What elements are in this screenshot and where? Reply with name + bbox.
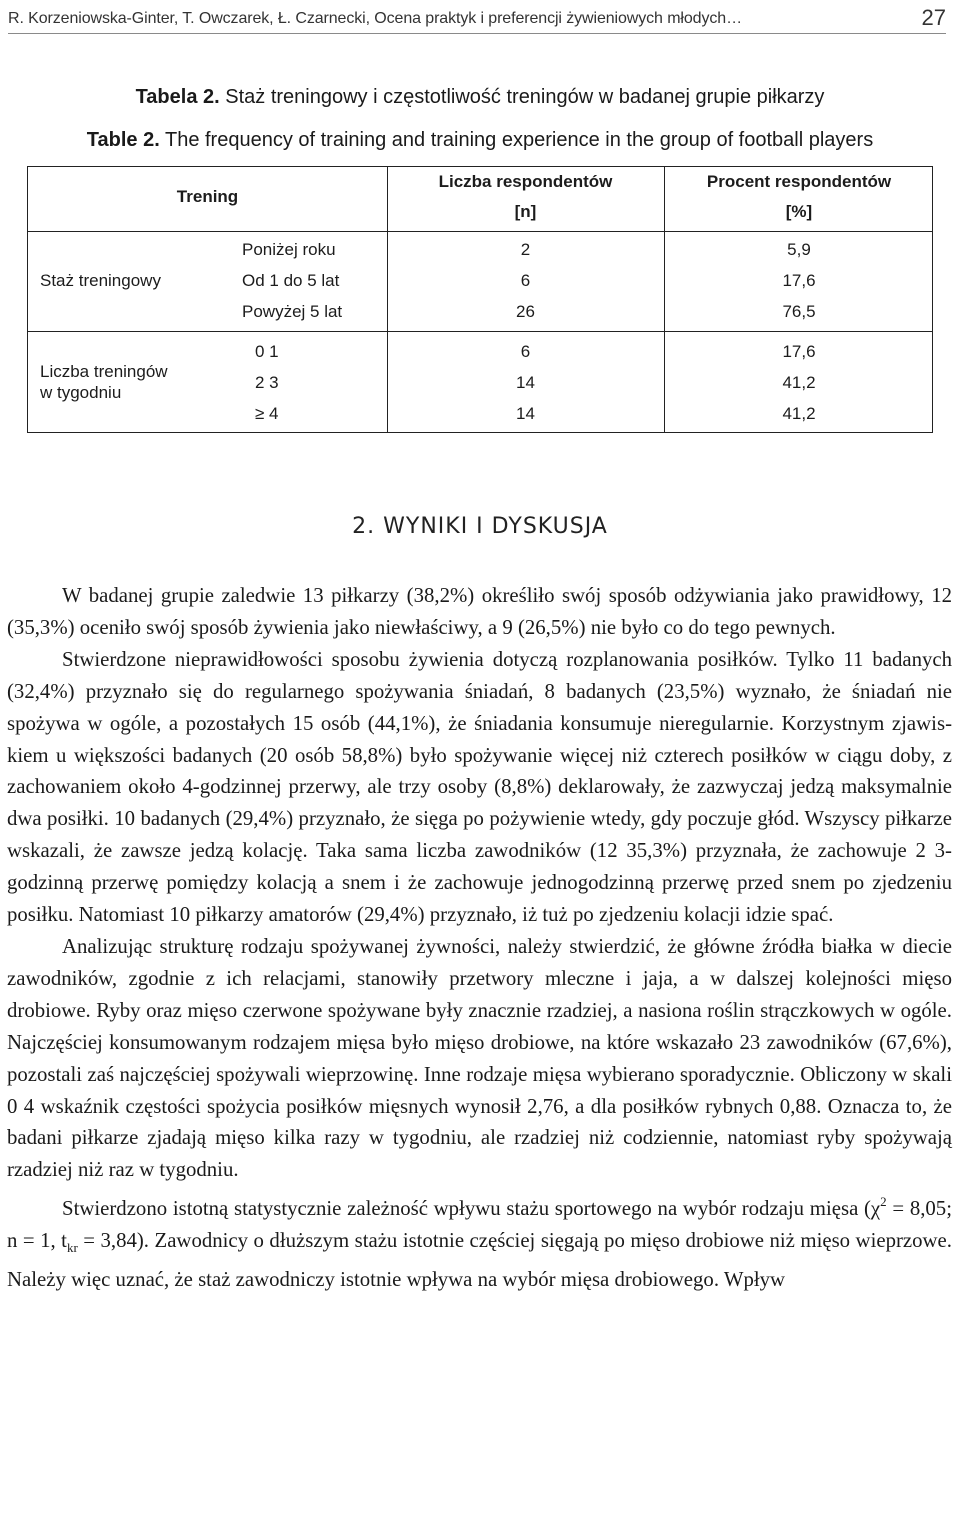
paragraph-part: = 8,05; n = 1, t (7, 1197, 952, 1253)
paragraph-part: Stwierdzono istotną statystycznie zależność wpływu stażu sportowego na wybór rodzaju mięsa (χ (62, 1197, 881, 1221)
row-percent: 5,9 (787, 240, 811, 259)
header-count (387, 172, 664, 222)
row-category: Od 1 do 5 lat (242, 271, 340, 290)
group-label-line2: w tygodniu (40, 383, 122, 402)
header-training: Trening (176, 187, 239, 206)
row-category: Powyżej 5 lat (242, 302, 343, 321)
data-table (27, 166, 933, 433)
table-caption-pl (0, 86, 960, 109)
table-caption-pl-text: Staż treningowy i częstotliwość treningów w badanej grupie piłkarzy (225, 86, 825, 108)
row-count: 26 (516, 302, 535, 321)
row-percent: 17,6 (782, 271, 816, 290)
table-caption-pl-label: Tabela 2. (135, 86, 220, 108)
group-label (40, 361, 168, 403)
group-label-line1: Liczba treningów (40, 362, 168, 381)
header-count-line1: Liczba respondentów (438, 172, 613, 191)
row-count: 6 (520, 271, 531, 290)
row-category: 2 3 (255, 373, 279, 392)
row-count: 14 (516, 404, 535, 423)
body-text (7, 580, 952, 1296)
page-number: 27 (921, 5, 946, 30)
row-count: 2 (520, 240, 531, 259)
row-percent: 17,6 (782, 342, 816, 361)
running-header (8, 3, 946, 34)
row-percent: 41,2 (782, 404, 816, 423)
row-count: 14 (516, 373, 535, 392)
paragraph: Stwierdzone nieprawidłowości sposobu żywienia dotyczą rozplanowania posiłków. Tylko 11 badanych (32,4%) przyznało się do regularnego spożywania śniadań, 8 badanych (23,5%) wyznało, że śniadań nie spożywa w ogóle, a pozostałych 15 osób (44,1%), że śniadania konsumuje nieregularnie. Korzystnym zjawiskiem u większości badanych (20 osób 58,8%) było spożywanie więcej niż czterech posiłków w ciągu doby, z zachowaniem około 4-godzinnej przerwy, ale trzy osoby (8,8%) deklarowały, że zazwyczaj jedzą maksymalnie dwa posiłki. 10 badanych (29,4%) przyznało, że sięga po pożywienie wtedy, gdy poczuje głód. Wszyscy piłkarze wskazali, że zawsze jedzą kolację. Taka sama liczba zawodników (12 35,3%) przyznała, że zachowuje 2 3-godzinną przerwę pomiędzy kolacją a snem i że zachowuje jednogodzinną przerwę przed snem po zjedzeniu posiłku. Natomiast 10 piłkarzy amatorów (29,4%) przyznało, iż tuż po zjedzeniu kolacji idzie spać. (7, 647, 952, 927)
paragraph: Analizując strukturę rodzaju spożywanej żywności, należy stwierdzić, że główne źródła białka w diecie zawodników, zgodnie z ich relacjami, stanowiły przetwory mleczne i jaja, a w dalszej kolejności mięso drobiowe. Ryby oraz mięso czerwone spożywane były znacznie rzadziej, a nasiona roślin strączkowych w ogóle. Najczęściej konsumowanym rodzajem mięsa było mięso drobiowe, na które wskazało 23 zawodników (67,6%), pozostali zaś najczęściej spożywali wieprzowinę. Inne rodzaje mięsa wybierano sporadycznie. Obliczony w skali 0 4 wskaźnik częstości spożycia posiłków mięsnych wynosił 2,76, a dla posiłków rybnych 0,88. Oznacza to, że badani piłkarze zjadają mięso kilka razy w tygodniu, ale rzadziej niż codziennie, natomiast ryby spożywają rzadziej niż raz w tygodniu. (7, 934, 952, 1182)
table-caption-en-label: Table 2. (86, 129, 160, 151)
row-category: ≥ 4 (255, 404, 279, 423)
header-percent (664, 172, 934, 222)
row-category: Poniżej roku (242, 240, 336, 259)
paragraph-part: = 3,84). Zawodnicy o dłuższym stażu istotnie częściej sięgają po mięso drobiowe niż mięso wieprzowe. Należy więc uznać, że staż zawodniczy istotnie wpływa na wybór mięsa drobiowego. Wpływ (7, 1229, 952, 1292)
row-category: 0 1 (255, 342, 279, 361)
table-caption-en (0, 129, 960, 152)
row-percent: 76,5 (782, 302, 816, 321)
table-caption-en-text: The frequency of training and training experience in the group of football players (164, 129, 874, 151)
row-count: 6 (520, 342, 531, 361)
section-title: 2. WYNIKI I DYSKUSJA (352, 514, 608, 539)
header-divider (28, 231, 932, 232)
header-percent-line1: Procent respondentów (706, 172, 892, 191)
paragraph (7, 1186, 952, 1296)
row-percent: 41,2 (782, 373, 816, 392)
header-count-line2: [n] (514, 202, 537, 221)
running-title: R. Korzeniowska-Ginter, T. Owczarek, Ł. Czarnecki, Ocena praktyk i preferencji żywieniowych młodych… (8, 10, 742, 27)
critical-value-subscript: kr (66, 1240, 78, 1256)
paragraph: W badanej grupie zaledwie 13 piłkarzy (38,2%) określiło swój sposób odżywiania jako prawidłowy, 12 (35,3%) oceniło swój sposób żywienia jako niewłaściwy, a 9 (26,5%) nie było co do tego pewnych. (7, 584, 952, 639)
chi-square-exponent: 2 (880, 1194, 887, 1210)
group-label: Staż treningowy (40, 271, 161, 290)
group-divider (28, 331, 932, 332)
header-percent-line2: [%] (785, 202, 813, 221)
